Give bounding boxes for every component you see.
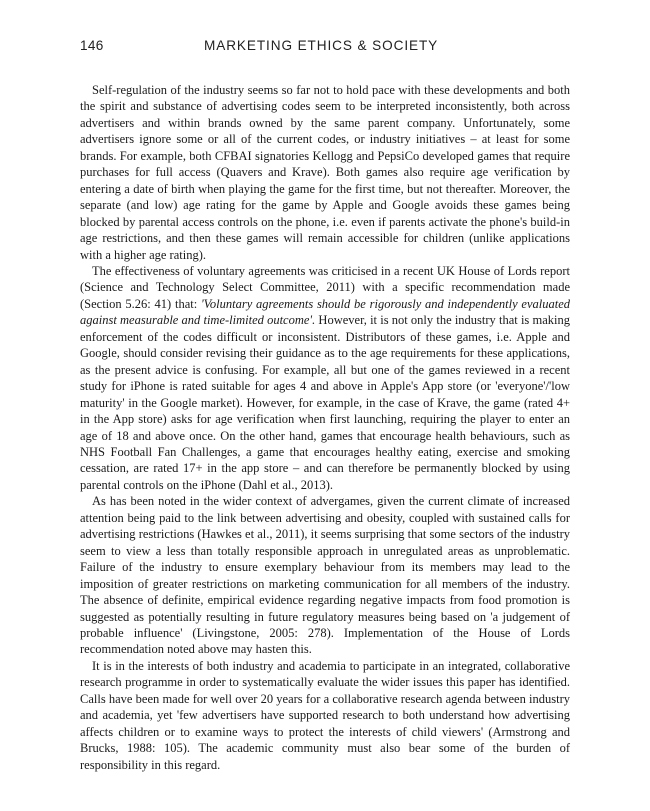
paragraph-text: However, it is not only the industry that is making enforcement of the codes difficult or inconsistent. Distributors of these games, i.e. Apple and Google, should consider revising their guidance as to the age requirements for these applications, as the present advice is confusing. For example, all but one of the games reviewed in a recent study for iPhone is rated suitable for ages 4 and above in Apple's App store (or 'everyone'/'low maturity' in the Google market). However, for example, in the case of Krave, the game (rated 4+ in the App store) asks for age verification when first launching, requiring the player to enter an age of 18 and above once. On the other hand, games that encourage health behaviours, such as NHS Football Fan Challenges, a game that encourages healthy eating, exercise and smoking cessation, are rated 17+ in the app store – and can therefore be permanently blocked by using parental controls on the iPhone (Dahl et al., 2013). bbox=[80, 313, 570, 492]
paragraph-self-regulation: Self-regulation of the industry seems so far not to hold pace with these developments and both the spirit and substance of advertising codes seem to be interpreted inconsistently, both across advertisers and within brands owned by the same parent company. Unfortunately, some advertisers ignore some or all of the current codes, or industry initiatives – at least for some brands. For example, both CFBAI signatories Kellogg and PepsiCo developed games that require purchases for full access (Quavers and Krave). Both games also require age verification by entering a date of birth when playing the game for the first time, but not thereafter. Moreover, the separate (and low) age rating for the game by Apple and Google avoids these games being blocked by parental access controls on the phone, i.e. even if parents activate the phone's build-in age restrictions, and then these games will remain accessible for children (unlike applications with a higher age rating). bbox=[80, 83, 570, 262]
running-title: MARKETING ETHICS & SOCIETY bbox=[204, 38, 439, 53]
page-number: 146 bbox=[80, 38, 104, 53]
italic-quote: 'Voluntary agreements should be rigorously and independently evaluated against measurable and time-limited outcome'. bbox=[80, 296, 570, 328]
running-head bbox=[80, 38, 570, 58]
paragraph-advergames-context: As has been noted in the wider context of advergames, given the current climate of increased attention being paid to the link between advertising and obesity, coupled with sustained calls for advertising restrictions (Hawkes et al., 2011), it seems surprising that some sectors of the industry seem to view a less than totally responsible approach in unregulated areas as unproblematic. Failure of the industry to ensure exemplary behaviour from its members may lead to the imposition of greater restrictions on marketing communication for all members of the industry. The absence of definite, empirical evidence regarding negative impacts from food promotion is suggested as potentially resulting in future regulatory measures being based on 'a judgement of probable influence' (Livingstone, 2005: 278). Implementation of the House of Lords recommendation noted above may hasten this. bbox=[80, 494, 570, 657]
body-text bbox=[80, 82, 570, 773]
paragraph-text: The effectiveness of voluntary agreements was criticised in a recent UK House of Lords report (Science and Technology Select Committee, 2011) with a specific recommendation made (Section 5.26: 41) that: bbox=[80, 263, 570, 311]
paragraph-collaborative-research: It is in the interests of both industry and academia to participate in an integrated, collaborative research programme in order to systematically evaluate the wider issues this paper has identified. Calls have been made for well over 20 years for a collaborative research agenda between industry and academia, yet 'few advertisers have supported research to both understand how advertising affects children or to examine ways to protect the interests of child viewers' (Armstrong and Brucks, 1988: 105). The academic community must also bear some of the burden of responsibility in this regard. bbox=[80, 658, 570, 772]
paragraph-voluntary-agreements bbox=[80, 263, 570, 493]
